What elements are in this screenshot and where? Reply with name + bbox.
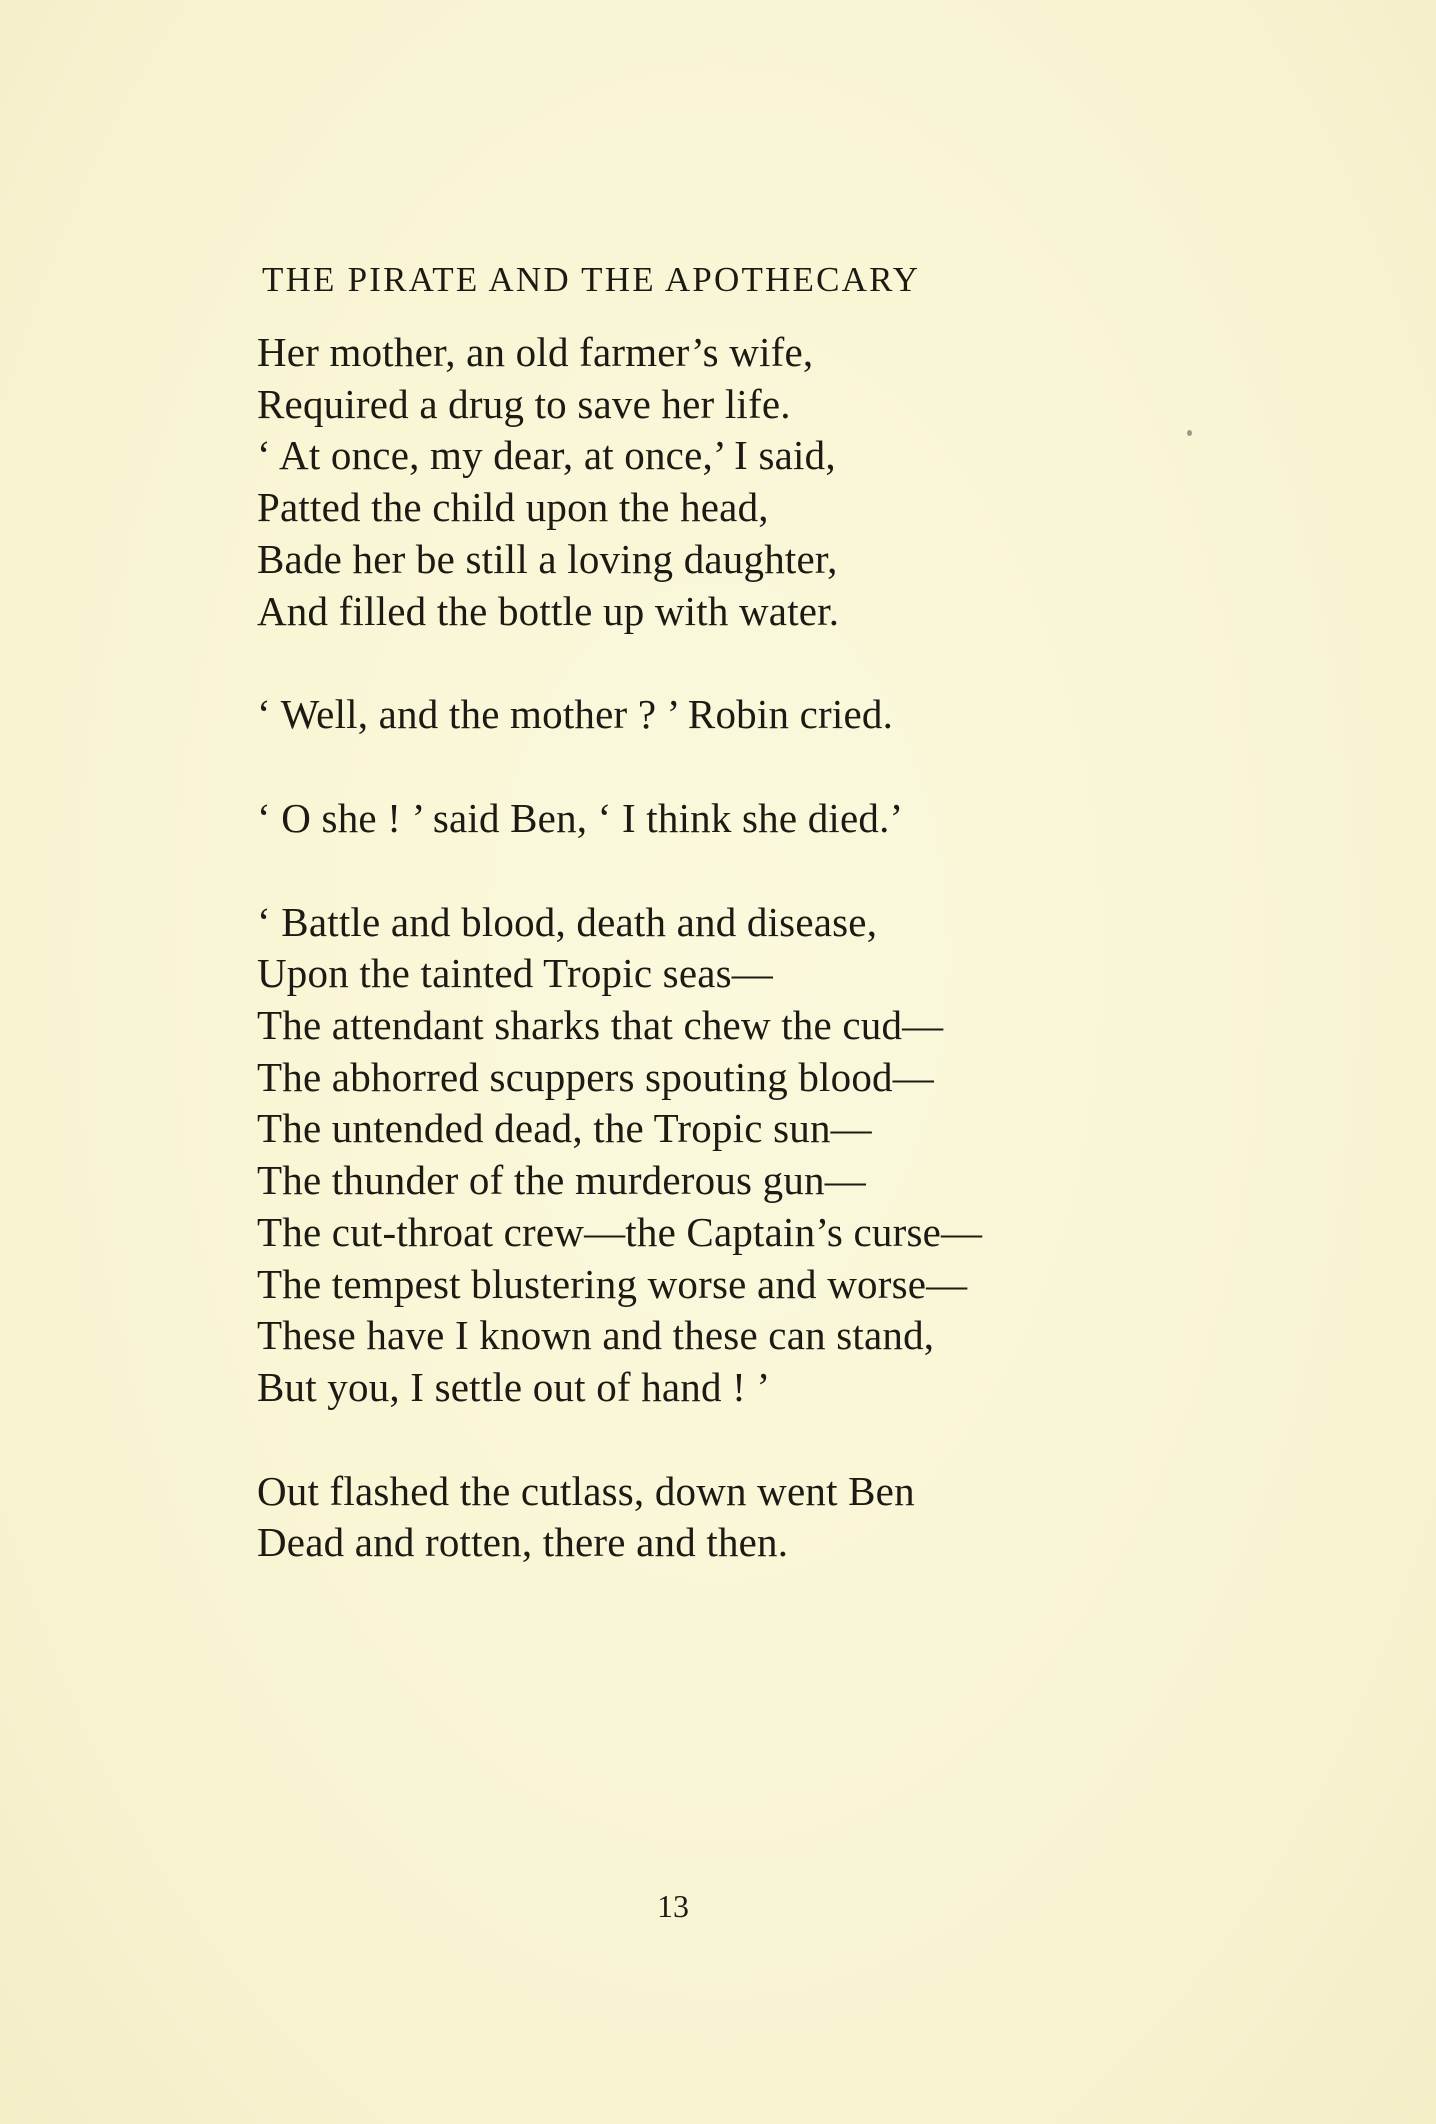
stanza-1 (257, 327, 1257, 637)
verse-line: The abhorred scuppers spouting blood— (257, 1053, 934, 1100)
stanza-5 (257, 1466, 1257, 1569)
verse-line: ‘ Battle and blood, death and disease, (257, 898, 878, 945)
stanza-2 (257, 689, 1257, 741)
verse-line: The attendant sharks that chew the cud— (257, 1002, 944, 1049)
verse-line: The cut-throat crew—the Captain’s curse— (257, 1208, 983, 1255)
verse-line: The thunder of the murderous gun— (257, 1157, 866, 1204)
verse-line: Dead and rotten, there and then. (257, 1519, 789, 1566)
verse-line: ‘ Well, and the mother ? ’ Robin cried. (257, 691, 894, 738)
verse-line: Out flashed the cutlass, down went Ben (257, 1467, 915, 1514)
verse-line: And filled the bottle up with water. (257, 587, 840, 634)
verse-line: These have I known and these can stand, (257, 1312, 935, 1359)
running-head: THE PIRATE AND THE APOTHECARY (262, 260, 921, 299)
verse-line: Required a drug to save her life. (257, 380, 791, 427)
verse-line: ‘ At once, my dear, at once,’ I said, (257, 432, 836, 479)
verse-line: Bade her be still a loving daughter, (257, 535, 838, 582)
verse-line: The untended dead, the Tropic sun— (257, 1105, 872, 1152)
stanza-4 (257, 897, 1257, 1414)
page-number: 13 (657, 1888, 689, 1924)
verse-line: ‘ O she ! ’ said Ben, ‘ I think she died.’ (257, 794, 904, 841)
verse-line: The tempest blustering worse and worse— (257, 1260, 968, 1307)
stanza-3 (257, 793, 1257, 845)
verse-line: Patted the child upon the head, (257, 484, 769, 531)
verse-line: Upon the tainted Tropic seas— (257, 950, 773, 997)
verse-line: Her mother, an old farmer’s wife, (257, 329, 814, 375)
verse-line: But you, I settle out of hand ! ’ (257, 1363, 771, 1410)
poem-text (257, 327, 1257, 1621)
